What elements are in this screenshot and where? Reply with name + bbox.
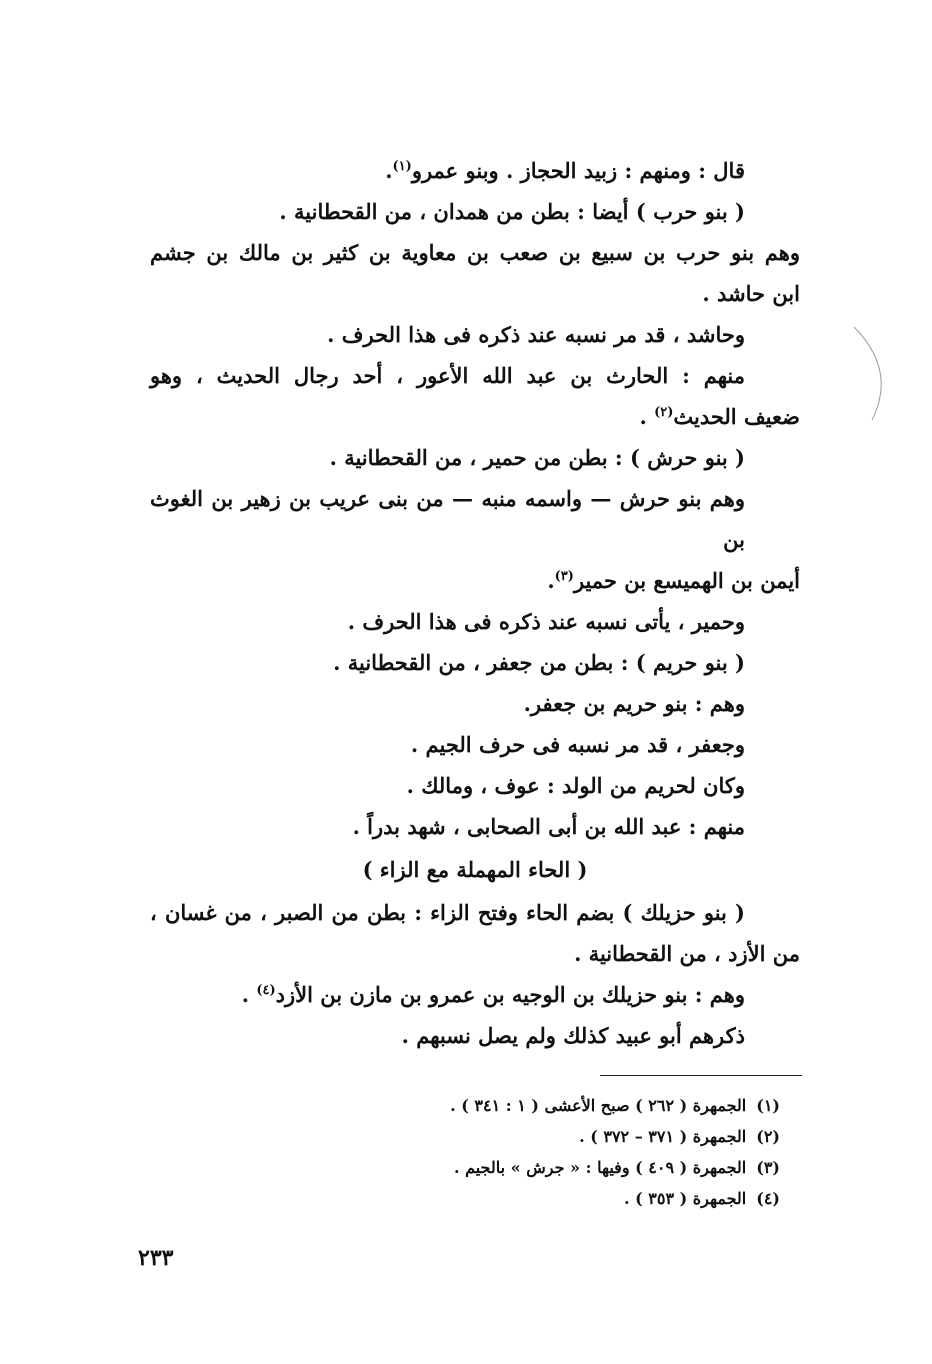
text-line: منهم : عبد الله بن أبى الصحابى ، شهد بدراً . (352, 814, 745, 839)
text-line: وجعفر ، قد مر نسبه فى حرف الجيم . (410, 732, 745, 757)
footnote-mark: (٤) (256, 983, 276, 998)
footnote-item: (١)الجمهرة ( ٢٦٢ ) صبح الأعشى ( ١ : ٣٤١ ) . (450, 1096, 780, 1115)
text-line: أيمن بن الهميسع بن حمير$^{(٣)}$. (547, 568, 800, 593)
footnote-divider (600, 1075, 802, 1076)
page-edge-arc (852, 325, 892, 425)
main-text (150, 150, 800, 1056)
text-line: وكان لحريم من الولد : عوف ، ومالك . (406, 773, 745, 798)
text-line: وهم : بنو حزيلك بن الوجيه بن عمرو بن مازن بن الأزد$^{(٤)}$ . (241, 982, 745, 1007)
section-heading: ( الحاء المهملة مع الزاء ) (362, 857, 588, 882)
text-line: ( بنو حزيلك ) بضم الحاء وفتح الزاء : بطن من الصبر ، من غسان ، (150, 900, 745, 925)
footnote-item: (٣)الجمهرة ( ٤٠٩ ) وفيها : « جرش » بالجيم . (453, 1158, 780, 1177)
text-line: وهم : بنو حريم بن جعفر. (523, 691, 745, 716)
footnote-mark: (٣) (554, 569, 574, 584)
text-line: ( بنو حرش ) : بطن من حمير ، من القحطانية . (329, 445, 745, 470)
text-line: منهم : الحارث بن عبد الله الأعور ، أحد رجال الحديث ، وهو (150, 363, 745, 388)
footnotes (300, 1090, 780, 1214)
footnote-item: (٤)الجمهرة ( ٣٥٣ ) . (623, 1189, 780, 1208)
text-line: وحاشد ، قد مر نسبه عند ذكره فى هذا الحرف . (327, 322, 745, 347)
footnote-mark: (١) (392, 159, 412, 174)
text-line: وهم بنو حرش — واسمه منبه — من بنى عريب بن زهير بن الغوث بن (150, 486, 745, 552)
text-line: ذكرهم أبو عبيد كذلك ولم يصل نسبهم . (401, 1023, 745, 1048)
text-line: وهم بنو حرب بن سبيع بن صعب بن معاوية بن كثير بن مالك بن جشم (150, 240, 800, 265)
text-line: وحمير ، يأتى نسبه عند ذكره فى هذا الحرف . (347, 609, 745, 634)
text-line: ابن حاشد . (702, 281, 800, 306)
page-number: ٢٣٣ (138, 1245, 174, 1271)
footnote-mark: (٢) (654, 405, 674, 420)
text-line: من الأزد ، من القحطانية . (574, 941, 800, 966)
text-line: ضعيف الحديث$^{(٢)}$ . (639, 404, 800, 429)
text-line: قال : ومنهم : زبيد الحجاز . وبنو عمرو$^{(١)}$. (385, 158, 745, 183)
text-line: ( بنو حرب ) أيضا : بطن من همدان ، من القحطانية . (279, 199, 745, 224)
text-line: ( بنو حريم ) : بطن من جعفر ، من القحطانية . (333, 650, 745, 675)
footnote-item: (٢)الجمهرة ( ٣٧١ – ٣٧٢ ) . (579, 1127, 780, 1146)
